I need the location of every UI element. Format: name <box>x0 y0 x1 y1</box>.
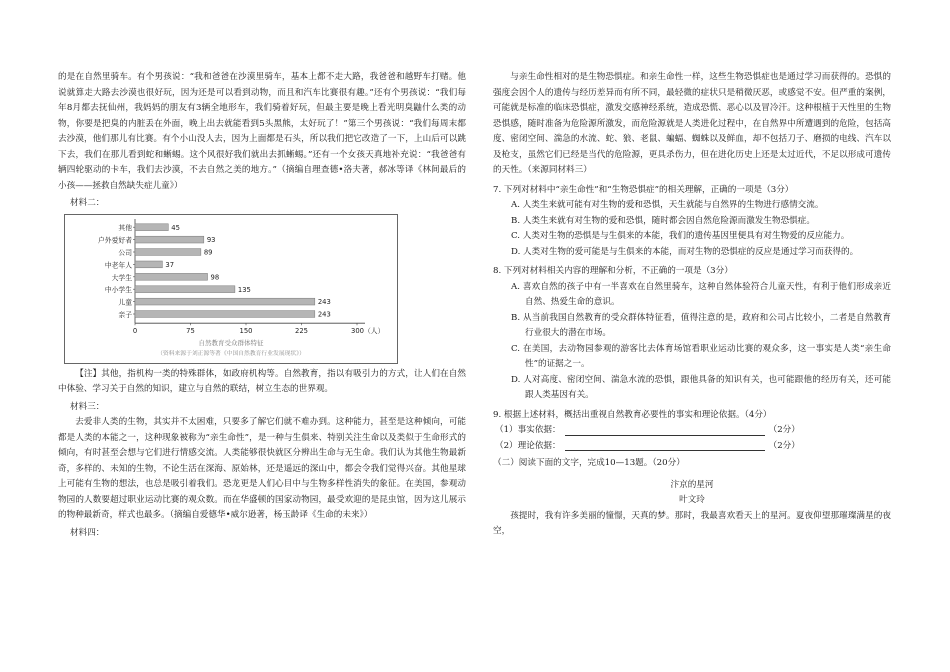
q9-theory-blank[interactable] <box>565 449 765 451</box>
material-1-paragraph: 的是在自然里骑车。有个男孩说：“我和爸爸在沙漠里骑车，基本上都不走大路，我爸爸和越野车打赌。他说就算走大路去沙漠也很好玩，因为还是可以看到动物，而且和汽车比赛很有趣。”还有个男孩说：“我们每年8月都去抚仙州，我妈妈的朋友有3辆全地形车，我们骑着好玩，但最主要是晚上看光明臭鼬什么类的动物，你要是把臭的内脏丢在外面，晚上出去就能看到5头黑熊，太好玩了！”第三个男孩说：“我们每周末都去沙漠，他们那儿有比赛。有个小山没人去，因为上面都是石头，所以我们把它改造了一下，上山后可以跳下去，我们在那儿看到蛇和蜥蜴。这个风很好我们就出去抓蜥蜴。”还有一个女孩天真地补充说：“我爸爸有辆四轮驱动的卡车，我们去沙漠，不去自然之美的地方。”（摘编自理查德•洛夫著，郝冰等译《林间最后的小孩——拯救自然缺失症儿童》） <box>58 72 466 191</box>
material-2-label: 材料二： <box>70 198 105 208</box>
bar <box>135 261 162 268</box>
question-8: 8. 下列对材料相关内容的理解和分析，不正确的一项是（3分） <box>493 266 733 276</box>
q7-option-c: C. 人类对生物的恐惧是与生俱来的本能，我们的遗传基因里便具有对生物爱的反应能力。 <box>511 231 850 241</box>
bar <box>135 223 168 230</box>
bar-value-label: 243 <box>317 310 331 319</box>
x-tick-label: 150 <box>239 326 253 335</box>
audience-bar-chart <box>64 214 398 364</box>
bar-value-label: 45 <box>171 223 180 232</box>
story-paragraph: 孩提时，我有许多美丽的憧憬，天真的梦。那时，我最喜欢看天上的星河。夏夜仰望那璀璨满星的夜空， <box>493 510 891 536</box>
question-7: 7. 下列对材料中“亲生命性”和“生物恐惧症”的相关理解，正确的一项是（3分） <box>493 184 794 195</box>
q8-option-a: A. 喜欢自然的孩子中有一半喜欢在自然里骑车，这种自然体验符合儿童天性，有利于他们形成亲近自然、热爱生命的意识。 <box>511 281 891 307</box>
bar-value-label: 93 <box>206 235 216 244</box>
x-tick-label: 0 <box>132 326 138 335</box>
q9-fact-score: （2分） <box>768 425 800 435</box>
q8-option-c: C. 在美国，去动物园参观的游客比去体育场馆看职业运动比赛的观众多，这一事实是人类“亲生命性”的证据之一。 <box>511 343 891 369</box>
x-tick-label: 225 <box>295 326 308 335</box>
material-3-label: 材料三： <box>70 401 105 412</box>
chart-note: 【注】其他，指机构一类的特殊群体，如政府机构等。自然教育，指以有吸引力的方式，让人们在自然中体验、学习关于自然的知识，建立与自然的联结，树立生态的世界观。 <box>58 368 466 394</box>
q7-option-a: A. 人类生来就可能有对生物的爱和恐惧，天生就能与自然界的生物进行感情交流。 <box>511 200 824 210</box>
story-title: 汴京的星河 <box>670 479 714 490</box>
bar <box>135 310 315 317</box>
story-author: 叶文玲 <box>679 495 705 505</box>
bar-value-label: 37 <box>165 260 175 269</box>
category-label: 中老年人 <box>104 260 132 269</box>
q8-option-d: D. 人对高度、密闭空间、湍急水流的恐惧，跟他具备的知识有关，也可能跟他的经历有关，还可能跟人类基因有关。 <box>511 374 891 400</box>
bar-value-label: 135 <box>237 285 251 294</box>
q9-theory-label: （2）理论依据： <box>495 440 561 451</box>
material-3-paragraph: 去爱非人类的生物，其实并不太困难，只要多了解它们就不难办到。这种能力，甚至是这种倾向，可能都是人类的本能之一，这种现象被称为“亲生命性”，是一种与生俱来、特别关注生命以及类似于生命形式的倾向，有时甚至会想与它们进行情感交流。人类能够很快就区分辨出生命与无生命。我们认为其他生物最新奇，多样的、未知的生物，不论生活在深海、原始林，还是遥远的深山中，都会令我们觉得兴奋。其他星球上可能有生物的想法，也总是吸引着我们。恐龙更是人们心目中与生物多样性消失的象征。在美国，参观动物园的人数要超过职业运动比赛的观众数。而在华盛顿的国家动物园，最受欢迎的是昆虫馆，因为这儿展示的物种最新奇，样式也最多。（摘编自爱德华•威尔逊著，杨玉龄译《生命的未来》） <box>58 417 466 520</box>
bar-value-label: 98 <box>210 272 220 281</box>
category-label: 公司 <box>118 248 132 257</box>
q9-fact-label: （1）事实依据： <box>495 425 561 435</box>
bar <box>135 285 235 292</box>
bar <box>135 236 204 243</box>
category-label: 亲子 <box>118 310 132 319</box>
x-tick-label: 75 <box>186 326 195 335</box>
category-label: 中小学生 <box>104 285 132 294</box>
left-column <box>58 70 466 541</box>
q7-option-b: B. 人类生来就有对生物的爱和恐惧，随时都会因自然危险源而激发生物恐惧症。 <box>511 215 815 226</box>
category-label: 户外爱好者 <box>98 236 132 245</box>
chart-svg <box>65 215 397 363</box>
category-label: 大学生 <box>111 273 132 282</box>
q8-option-b: B. 从当前我国自然教育的受众群体特征看，值得注意的是，政府和公司占比较小，二者是自然教育行业很大的潜在市场。 <box>511 312 891 338</box>
chart-title: 自然教育受众群体特征 <box>198 338 264 347</box>
category-label: 其他 <box>118 223 132 232</box>
category-label: 儿童 <box>118 298 132 307</box>
q9-fact-blank[interactable] <box>565 434 765 436</box>
bar <box>135 273 208 280</box>
section-2-heading: （二）阅读下面的文字，完成10—13题。（20分） <box>493 458 685 468</box>
bar-value-label: 243 <box>317 297 331 306</box>
q9-theory-row <box>495 439 891 455</box>
bar-value-label: 89 <box>203 248 213 257</box>
chart-source: （资料来源于刘正源等著《中国自然教育行业发展现状》） <box>157 350 305 357</box>
q9-theory-score: （2分） <box>768 440 800 451</box>
right-column <box>493 70 891 540</box>
material-4-paragraph: 与亲生命性相对的是生物恐惧症。和亲生命性一样，这些生物恐惧症也是通过学习而获得的。恐惧的强度会因个人的遗传与经历差异而有所不同，最轻微的症状只是稍微厌恶，或感觉不安。但严重的案例，可能就是标准的临床恐惧症，激发交感神经系统，造成恐慌、恶心以及冒冷汗。这种根植于天性里的生物恐惧感，随时准备为危险源所激发，而危险源就是人类进化过程中，在自然界中所遭遇到的危险，包括高度、密闭空间、湍急的水流、蛇、狼、老鼠、蝙蝠、蜘蛛以及鲜血，却不包括刀子、磨损的电线、汽车以及枪支，虽然它们已经是当代的危险源，更具杀伤力，但在进化历史上还是太过近代，不足以形成可遗传的天性。（来源同材料三） <box>493 72 891 175</box>
q7-option-d: D. 人类对生物的爱可能是与生俱来的本能，而对生物的恐惧症的反应是通过学习而获得的。 <box>511 246 859 257</box>
material-4-label: 材料四： <box>70 527 105 538</box>
bar <box>135 248 201 255</box>
bar <box>135 298 315 305</box>
q9-fact-row <box>495 423 891 439</box>
x-tick-label: 300（人） <box>351 326 385 335</box>
question-9: 9. 根据上述材料，概括出重视自然教育必要性的事实和理论依据。（4分） <box>493 409 772 420</box>
